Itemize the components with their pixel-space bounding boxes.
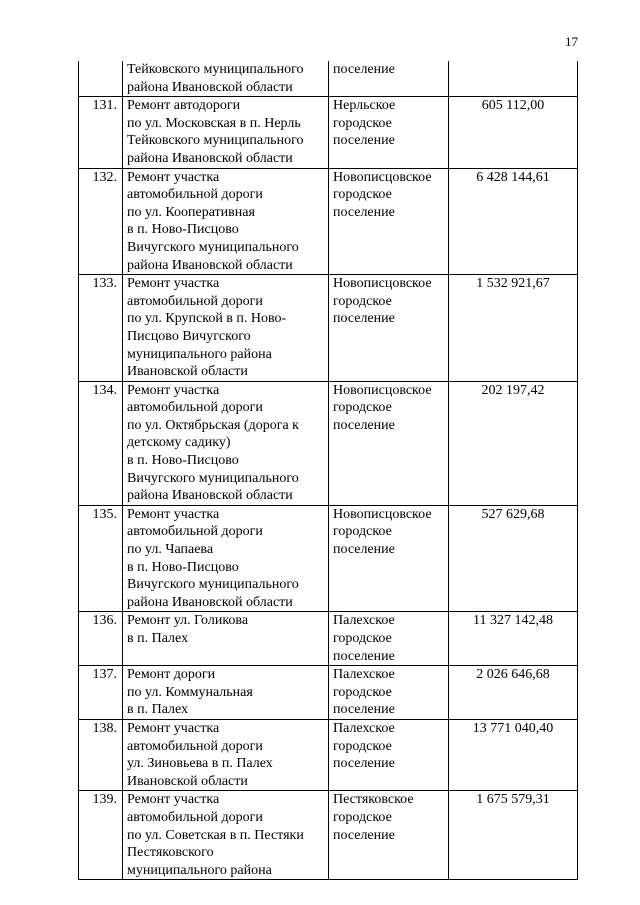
- settlement-name: Пестяковское городское поселение: [329, 791, 449, 880]
- amount: 1 532 921,67: [449, 275, 578, 382]
- amount: 2 026 646,68: [449, 666, 578, 720]
- road-repair-table: [78, 61, 578, 880]
- object-name: Ремонт участка автомобильной дороги по ул. Октябрьская (дорога к детскому садику) в п. Ново-Писцово Вичугского муниципального района Ивановской области: [123, 381, 329, 505]
- settlement-name: Палехское городское поселение: [329, 666, 449, 720]
- settlement-name: Новописцовское городское поселение: [329, 275, 449, 382]
- settlement-name: Новописцовское городское поселение: [329, 381, 449, 505]
- table-row: [79, 168, 578, 275]
- settlement-name: Новописцовское городское поселение: [329, 505, 449, 612]
- settlement-name: Палехское городское поселение: [329, 612, 449, 666]
- amount: 1 675 579,31: [449, 791, 578, 880]
- settlement-name: Палехское городское поселение: [329, 719, 449, 790]
- row-number: 134.: [79, 381, 123, 505]
- object-name: Ремонт дороги по ул. Коммунальная в п. Палех: [123, 666, 329, 720]
- row-number: 138.: [79, 719, 123, 790]
- amount: 605 112,00: [449, 97, 578, 168]
- settlement-name: Нерльское городское поселение: [329, 97, 449, 168]
- row-number: 137.: [79, 666, 123, 720]
- object-name: Ремонт участка автомобильной дороги ул. Зиновьева в п. Палех Ивановской области: [123, 719, 329, 790]
- row-number: 136.: [79, 612, 123, 666]
- table-row: [79, 97, 578, 168]
- object-name: Ремонт участка автомобильной дороги по ул. Советская в п. Пестяки Пестяковского муниципального района: [123, 791, 329, 880]
- table-row: [79, 275, 578, 382]
- amount: 13 771 040,40: [449, 719, 578, 790]
- object-name: Ремонт автодороги по ул. Московская в п. Нерль Тейковского муниципального района Ивановской области: [123, 97, 329, 168]
- object-name: Ремонт ул. Голикова в п. Палех: [123, 612, 329, 666]
- amount: 202 197,42: [449, 381, 578, 505]
- table-row: [79, 381, 578, 505]
- row-number: 135.: [79, 505, 123, 612]
- object-name: Тейковского муниципального района Ивановской области: [123, 61, 329, 97]
- row-number: 131.: [79, 97, 123, 168]
- row-number: 133.: [79, 275, 123, 382]
- settlement-name: Новописцовское городское поселение: [329, 168, 449, 275]
- object-name: Ремонт участка автомобильной дороги по ул. Кооперативная в п. Ново-Писцово Вичугского муниципального района Ивановской области: [123, 168, 329, 275]
- amount: 11 327 142,48: [449, 612, 578, 666]
- page-number: 17: [565, 34, 578, 49]
- row-number: 132.: [79, 168, 123, 275]
- table-row: [79, 612, 578, 666]
- object-name: Ремонт участка автомобильной дороги по ул. Чапаева в п. Ново-Писцово Вичугского муниципального района Ивановской области: [123, 505, 329, 612]
- row-number: 139.: [79, 791, 123, 880]
- amount: 527 629,68: [449, 505, 578, 612]
- table-row: [79, 666, 578, 720]
- table-row: [79, 791, 578, 880]
- settlement-name: поселение: [329, 61, 449, 97]
- table-row: [79, 719, 578, 790]
- amount: 6 428 144,61: [449, 168, 578, 275]
- object-name: Ремонт участка автомобильной дороги по ул. Крупской в п. Ново- Писцово Вичугского муниципального района Ивановской области: [123, 275, 329, 382]
- table-row-continuation: [79, 61, 578, 97]
- row-number: [79, 61, 123, 97]
- table-row: [79, 505, 578, 612]
- amount: [449, 61, 578, 97]
